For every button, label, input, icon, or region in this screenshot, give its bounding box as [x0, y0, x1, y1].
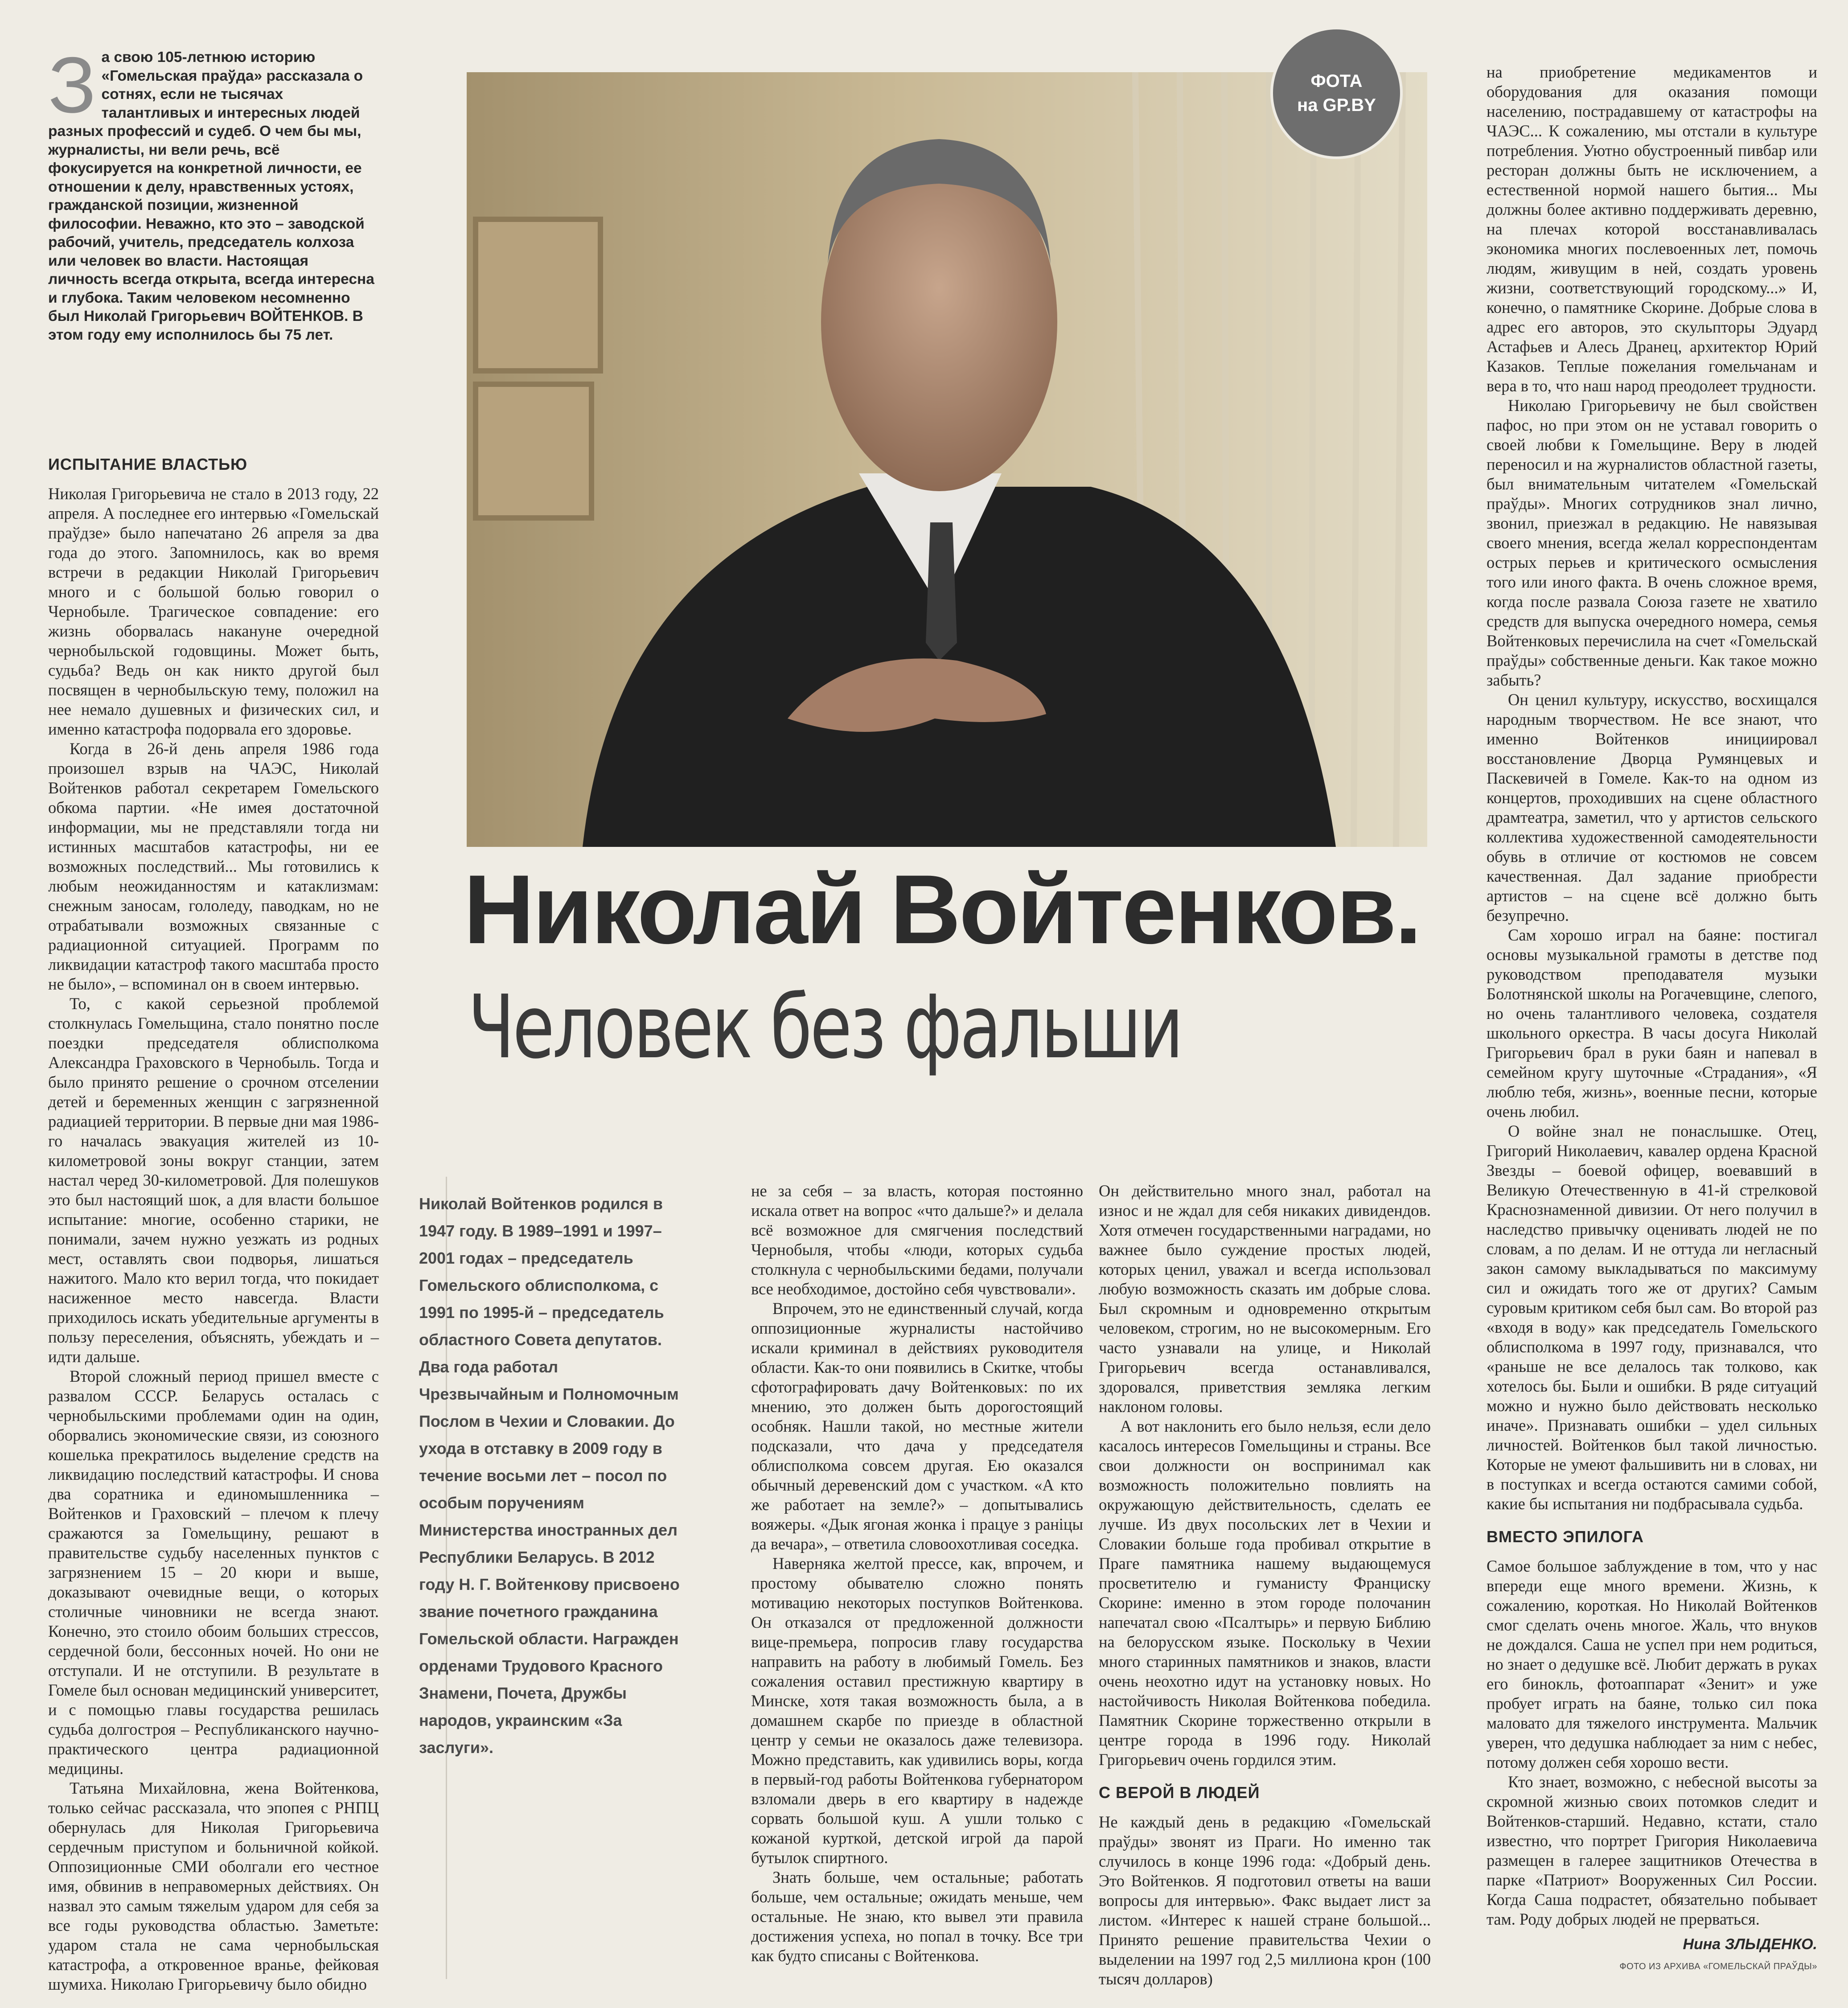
paragraph: на приобретение медикаментов и оборудования для оказания помощи населению, пострадавшему от катастрофы на ЧАЭС... К сожалению, мы отстали в культуре потребления. Уютно обустроенный пивбар или ресторан должны быть не исключением, а естественной нормой нашего бытия... Мы должны более активно поддерживать деревню, на плечах которой восстанавливалась экономика многих послевоенных лет, помочь людям, живущим в ней, создать уровень жизни, соответствующий городскому...» И, конечно, о памятнике Скорине. Добрые слова в адрес его авторов, это скульпторы Эдуард Астафьев и Алесь Дранец, архитектор Юрий Казаков. Теплые пожелания гомельчанам и вера в то, что наш народ преодолеет трудности.	[1487, 63, 1817, 395]
author-signature: Нина ЗЛЫДЕНКО.	[1683, 1936, 1817, 1953]
paragraph: Не каждый день в редакцию «Гомельскай праўды» звонят из Праги. Но именно так случилось в конце 1996 года: «Добрый день. Это Войтенков. Я подготовил ответы на ваши вопросы для интервью». Факс выдает лист за листом. «Интерес к нашей стране большой... Принято решение правительства Чехии о выделении на 1997 год 2,5 миллиона крон (100 тысяч долларов)	[1099, 1813, 1431, 1988]
paragraph: Он действительно много знал, работал на износ и не ждал для себя никаких дивидендов. Хотя отмечен государственными наградами, но важнее было суждение простых людей, которых ценил, уважал и всегда использовал любую возможность сказать им добрые слова. Был скромным и одновременно открытым человеком, строгим, но не высокомерным. Его часто узнавали на улице, и Николай Григорьевич всегда останавливался, здоровался, приветствия земляка легким наклоном головы.	[1099, 1182, 1431, 1416]
paragraph: не за себя – за власть, которая постоянно искала ответ на вопрос «что дальше?» и делала всё возможное для смягчения последствий Чернобыля, чтобы «люди, которых судьба столкнула с чернобыльскими бедами, получали все необходимое, достойно себя чувствовали».	[751, 1182, 1083, 1298]
drop-cap: З	[48, 41, 96, 129]
paragraph: Кто знает, возможно, с небесной высоты за скромной жизнью своих потомков следит и Войтенков-старший. Недавно, кстати, стало известно, что портрет Григория Николаевича размещен в галерее защитников Отечества в парке «Патриот» Вооруженных Сил России. Когда Саша подрастет, обязательно побывает там. Роду добрых людей не прерваться.	[1487, 1773, 1817, 1928]
column-1	[48, 441, 379, 1994]
paragraph: То, с какой серьезной проблемой столкнулась Гомельщина, стало понятно после поездки председателя облисполкома Александра Граховского в Чернобыль. Тогда и было принято решение о срочном отселении детей и беременных женщин с загрязненной радиацией территории. В первые дни мая 1986-го началась эвакуация жителей из 10-километровой зоны вокруг станции, затем настал черед 30-километровой. Для полешуков это был настоящий шок, а для власти большое испытание: многие, особенно старики, не понимали, зачем нужно уезжать из родных мест, оставлять свои подворья, лишаться нажитого. Мало кто верил тогда, что покидает насиженное место навсегда. Власти приходилось искать убедительные аргументы в пользу переселения, объяснять, убеждать и – идти дальше.	[48, 994, 379, 1366]
paragraph: Татьяна Михайловна, жена Войтенкова, только сейчас рассказала, что эпопея с РНПЦ обернулась для Николая Григорьевича сердечным приступом и больничной койкой. Оппозиционные СМИ оболгали его честное имя, обвинив в неправомерных действиях. Он назвал это самым тяжелым ударом для себя за все годы руководства областью. Заметьте: ударом стала не сама чернобыльская катастрофа, а откровенное вранье, фейковая шумиха. Николаю Григорьевичу было обидно	[48, 1779, 379, 1993]
paragraph: Сам хорошо играл на баяне: постигал основы музыкальной грамоты в детстве под руководством преподавателя музыки Болотнянской школы на Рогачевщине, слепого, но очень талантливого человека, создателя школьного оркестра. В часы досуга Николай Григорьевич брал в руки баян и напевал в семейном кругу шуточные «Страдания», «Я люблю тебя, жизнь», военные песни, которые очень любил.	[1487, 926, 1817, 1121]
column-3	[751, 1181, 1083, 1966]
subhead-epilog: ВМЕСТО ЭПИЛОГА	[1487, 1528, 1644, 1546]
subhead-ispytanie: ИСПЫТАНИЕ ВЛАСТЬЮ	[48, 455, 248, 473]
paragraph: Второй сложный период пришел вместе с развалом СССР. Беларусь осталась с чернобыльскими проблемами один на один, оборвались экономические связи, из союзного кошелька прекратилось выделение средств на ликвидацию последствий катастрофы. И снова два соратника и единомышленника – Войтенков и Граховский – плечом к плечу сражаются за Гомельщину, решают в правительстве судьбу населенных пунктов с загрязнением 15 – 20 кюри и выше, доказывают очевидные вещи, о которых столичные чиновники не всегда знают. Конечно, это стоило обоим больших стрессов, сердечной боли, бессонных ночей. Но они не отступали. И не отступили. В результате в Гомеле был основан медицинский университет, и с помощью главы государства решилась судьба долгостроя – Республиканского научно-практического центра радиационной медицины.	[48, 1367, 379, 1778]
portrait-photo	[467, 72, 1427, 847]
paragraph: Николая Григорьевича не стало в 2013 году, 22 апреля. А последнее его интервью «Гомельскай праўдзе» было напечатано 26 апреля за два года до этого. Запомнилось, как во время встречи в редакции Николай Григорьевич много и с большой болью говорил о Чернобыле. Трагическое совпадение: его жизнь оборвалась накануне очередной чернобыльской годовщины. Может быть, судьба? Ведь он как никто другой был посвящен в чернобыльскую тему, положил на нее немало душевных и физических сил, и именно катастрофа подорвала его здоровье.	[48, 485, 379, 738]
lead-paragraph	[48, 41, 380, 344]
paragraph: Он ценил культуру, искусство, восхищался народным творчеством. Не все знают, что именно Войтенков инициировал восстановление Дворца Румянцевых и Паскевичей в Гомеле. Как-то на одном из концертов, проходивших на сцене областного драмтеатра, заметил, что у артистов сельского коллектива художественной самодеятельности обувь в отличие от костюмов не совсем качественная. Дал задание приобрести артистов – на сцене всё должно быть безупречно.	[1487, 690, 1817, 924]
column-5	[1487, 62, 1817, 1976]
bio-box	[419, 1190, 686, 1761]
paragraph: Когда в 26-й день апреля 1986 года произошел взрыв на ЧАЭС, Николай Войтенков работал секретарем Гомельского обкома партии. «Не имея достаточной информации, мы не представляли тогда ни истинных масштабов катастрофы, ни ее возможных последствий... Мы готовились к любым неожиданностям и катаклизмам: снежным заносам, гололеду, паводкам, но не отрабатывали возможных связанные с радиационной ситуацией. Программ по ликвидации катастроф такого масштаба просто не было», – вспоминал он в своем интервью.	[48, 739, 379, 993]
headline-subtitle: Человек без фальши	[468, 977, 1182, 1078]
column-4	[1099, 1181, 1431, 1989]
badge-line-2: на GP.BY	[1297, 95, 1376, 115]
paragraph: О войне знал не понаслышке. Отец, Григорий Николаевич, кавалер ордена Красной Звезды – боевой офицер, воевавший в Великую Отечественную в 41-й стрелковой Краснознаменной дивизии. От него получил в наследство привычку оценивать людей не по словам, а по делам. И не оттуда ли негласный закон самому выкладываться по максимуму сил и ожидать того же от других? Самым суровым критиком себя был сам. Во второй раз «входя в воду» как председатель Гомельского облисполкома в 1997 году, признавался, что «раньше не все делалось так толково, как хотелось бы. Были и ошибки. В ряде ситуаций можно и нужно было действовать несколько иначе». Признавать ошибки – удел сильных личностей. Войтенков был такой личностью. Которые не умеют фальшивить ни в словах, ни в поступках и всегда остаются самими собой, какие бы испытания ни подбрасывала судьба.	[1487, 1122, 1817, 1513]
paragraph: Знать больше, чем остальные; работать больше, чем остальные; ожидать меньше, чем остальные. Не знаю, кто вывел эти правила достижения успеха, но попал в точку. Все три как будто списаны с Войтенкова.	[751, 1868, 1083, 1965]
paragraph: Николаю Григорьевичу не был свойствен пафос, но при этом он не уставал говорить о своей любви к Гомельщине. Веру в людей переносил и на журналистов областной газеты, был внимательным читателем «Гомельскай праўды». Многих сотрудников знал лично, звонил, приезжал в редакцию. Не навязывая своего мнения, всегда желал корреспондентам острых перьев и критического осмысления того или иного факта. В очень сложное время, когда после развала Союза газете не хватило средств для выпуска очередного номера, семья Войтенковых перечислила на счет «Гомельскай праўды» собственные деньги. Как такое можно забыть?	[1487, 396, 1817, 689]
paragraph: А вот наклонить его было нельзя, если дело касалось интересов Гомельщины и страны. Все свои должности он воспринимал как возможность положительно повлиять на окружающую действительность, сделать ее лучше. Из двух посольских лет в Чехии и Словакии больше года пробивал открытие в Праге памятника нашему выдающемуся просветителю и гуманисту Франциску Скорине: именно в этом городе полочанин напечатал свою «Псалтырь» и первую Библию на белорусском языке. Поскольку в Чехии много старинных памятников и знаков, власти очень неохотно идут на установку новых. Но настойчивость Николая Войтенкова победила. Памятник Скорине торжественно открыли в центре города в 1996 году. Николай Григорьевич очень гордился этим.	[1099, 1417, 1431, 1769]
lead-text: а свою 105-летнюю историю «Гомельская праўда» рассказала о сотнях, если не тысячах талантливых и интересных людей разных профессий и судеб. О чем бы мы, журналисты, ни вели речь, всё фокусируется на конкретной личности, ее отношении к делу, нравственных устоях, гражданской позиции, жизненной философии. Неважно, кто это – заводской рабочий, учитель, председатель колхоза или человек во власти. Настоящая личность всегда открыта, всегда интересна и глубока. Таким человеком несомненно был Николай Григорьевич ВОЙТЕНКОВ. В этом году ему исполнилось бы 75 лет.	[48, 49, 374, 343]
photo-credit: ФОТО ИЗ АРХИВА «ГОМЕЛЬСКАЙ ПРАЎДЫ»	[1619, 1962, 1817, 1971]
headline-title: Николай Войтенков.	[464, 854, 1421, 964]
paragraph: Самое большое заблуждение в том, что у нас впереди еще много времени. Жизнь, к сожалению, короткая. Но Николай Войтенков смог сделать очень многое. Жаль, что внуков не дождался. Саша не успел при нем родиться, но знает о дедушке всё. Любит держать в руках его бинокль, фотоаппарат «Зенит» и уже пробует играть на баяне, только сил пока маловато для тяжелого инструмента. Мальчик уверен, что дедушка наблюдает за ним с небес, потому должен себя хорошо вести.	[1487, 1557, 1817, 1771]
paragraph: Наверняка желтой прессе, как, впрочем, и простому обывателю сложно понять мотивацию некоторых поступков Войтенкова. Он отказался от предложенной должности вице-премьера, попросив главу государства направить на работу в любимый Гомель. Без сожаления оставил престижную квартиру в Минске, хотя такая возможность была, а в домашнем скарбе по приезде в областной центр у семьи не оказалось даже телевизора. Можно представить, как удивились воры, когда в первый-год работы Войтенкова губернатором взломали дверь в его квартиру в надежде сорвать большой куш. А ушли только с кожаной курткой, детской игрой да парой бутылок спиртного.	[751, 1554, 1083, 1867]
subhead-s-veroy: С ВЕРОЙ В ЛЮДЕЙ	[1099, 1783, 1260, 1802]
paragraph: Впрочем, это не единственный случай, когда оппозиционные журналисты настойчиво искали криминал в действиях руководителя области. Как-то они появились в Скитке, чтобы сфотографировать дачу Войтенковых: по их мнению, это должен быть дорогостоящий особняк. Нашли такой, но местные жители подсказали, что дача у председателя облисполкома совсем другая. Ею оказался обычный деревенский дом с участком. «А кто же работает на земле?» – допытывались вояжеры. «Дык ягоная жонка і працуе з раніцы да вечара», – ответила словоохотливая соседка.	[751, 1299, 1083, 1553]
badge-line-1: ФОТА	[1310, 71, 1363, 91]
bio-text: Николай Войтенков родился в 1947 году. В 1989–1991 и 1997–2001 годах – председатель Гомельского облисполкома, с 1991 по 1995-й – председатель областного Совета депутатов. Два года работал Чрезвычайным и Полномочным Послом в Чехии и Словакии. До ухода в отставку в 2009 году в течение восьми лет – посол по особым поручениям Министерства иностранных дел Республики Беларусь. В 2012 году Н. Г. Войтенкову присвоено звание почетного гражданина Гомельской области. Награжден орденами Трудового Красного Знамени, Почета, Дружбы народов, украинским «За заслуги».	[419, 1195, 680, 1757]
photo-credit-badge	[1270, 27, 1403, 159]
